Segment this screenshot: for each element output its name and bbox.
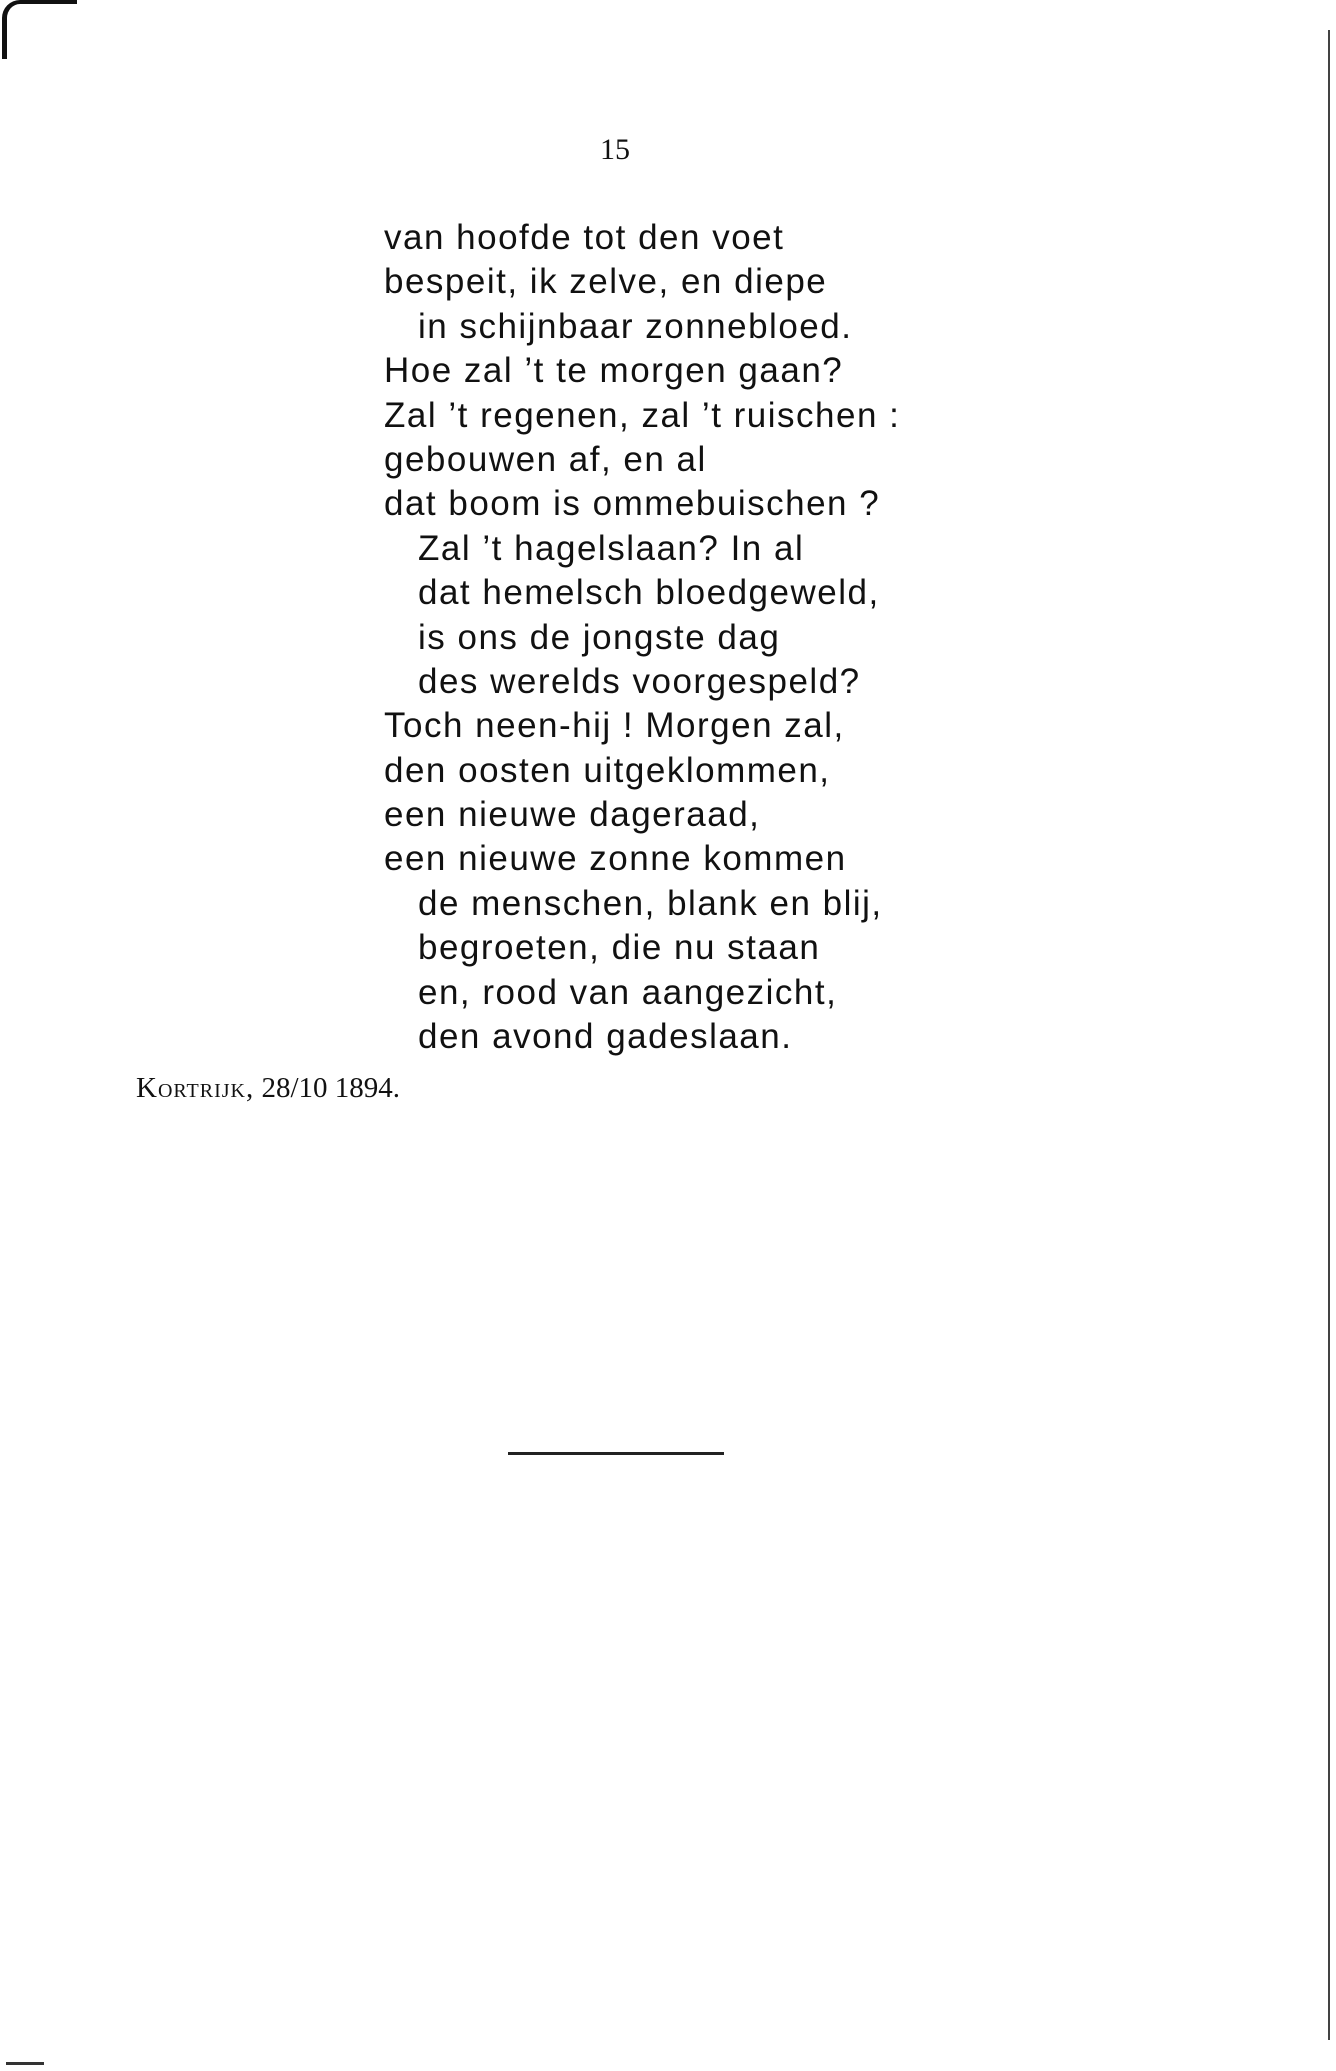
- poem-line: dat hemelsch bloedgeweld,: [418, 573, 880, 613]
- poem-line: den avond gadeslaan.: [418, 1017, 793, 1057]
- poem-line: van hoofde tot den voet: [384, 218, 785, 257]
- scan-corner-mark: [2, 0, 77, 59]
- poem-line: Hoe zal ’t te morgen gaan?: [384, 351, 844, 391]
- poem-body: [384, 216, 1284, 1059]
- poem-line: een nieuwe dageraad,: [384, 795, 761, 835]
- poem-line: gebouwen af, en al: [384, 439, 707, 479]
- poem-line: dat boom is ommebuischen ?: [384, 484, 881, 524]
- scan-speck: [6, 2062, 44, 2065]
- scan-right-edge: [1328, 30, 1330, 2040]
- poem-line: is ons de jongste dag: [418, 617, 781, 657]
- section-divider: [508, 1452, 724, 1455]
- poem-line: Zal ’t regenen, zal ’t ruischen :: [384, 395, 901, 435]
- poem-line: en, rood van aangezicht,: [418, 972, 838, 1012]
- signature-date: 28/10 1894.: [261, 1072, 401, 1104]
- poem-line: een nieuwe zonne kommen: [384, 839, 847, 879]
- signature-place: Kortrijk,: [136, 1072, 255, 1104]
- page-number: 15: [600, 133, 630, 166]
- poem-line: in schijnbaar zonnebloed.: [418, 306, 853, 346]
- poem-line: des werelds voorgespeld?: [418, 661, 861, 701]
- poem-line: Zal ’t hagelslaan? In al: [418, 528, 805, 568]
- poem-line: bespeit, ik zelve, en diepe: [384, 262, 828, 302]
- poem-line: begroeten, die nu staan: [418, 928, 821, 968]
- place-date-signature: [136, 1070, 400, 1106]
- poem-line: den oosten uitgeklommen,: [384, 750, 831, 790]
- poem-line: de menschen, blank en blij,: [418, 883, 883, 923]
- poem-line: Toch neen-hij ! Morgen zal,: [384, 706, 845, 746]
